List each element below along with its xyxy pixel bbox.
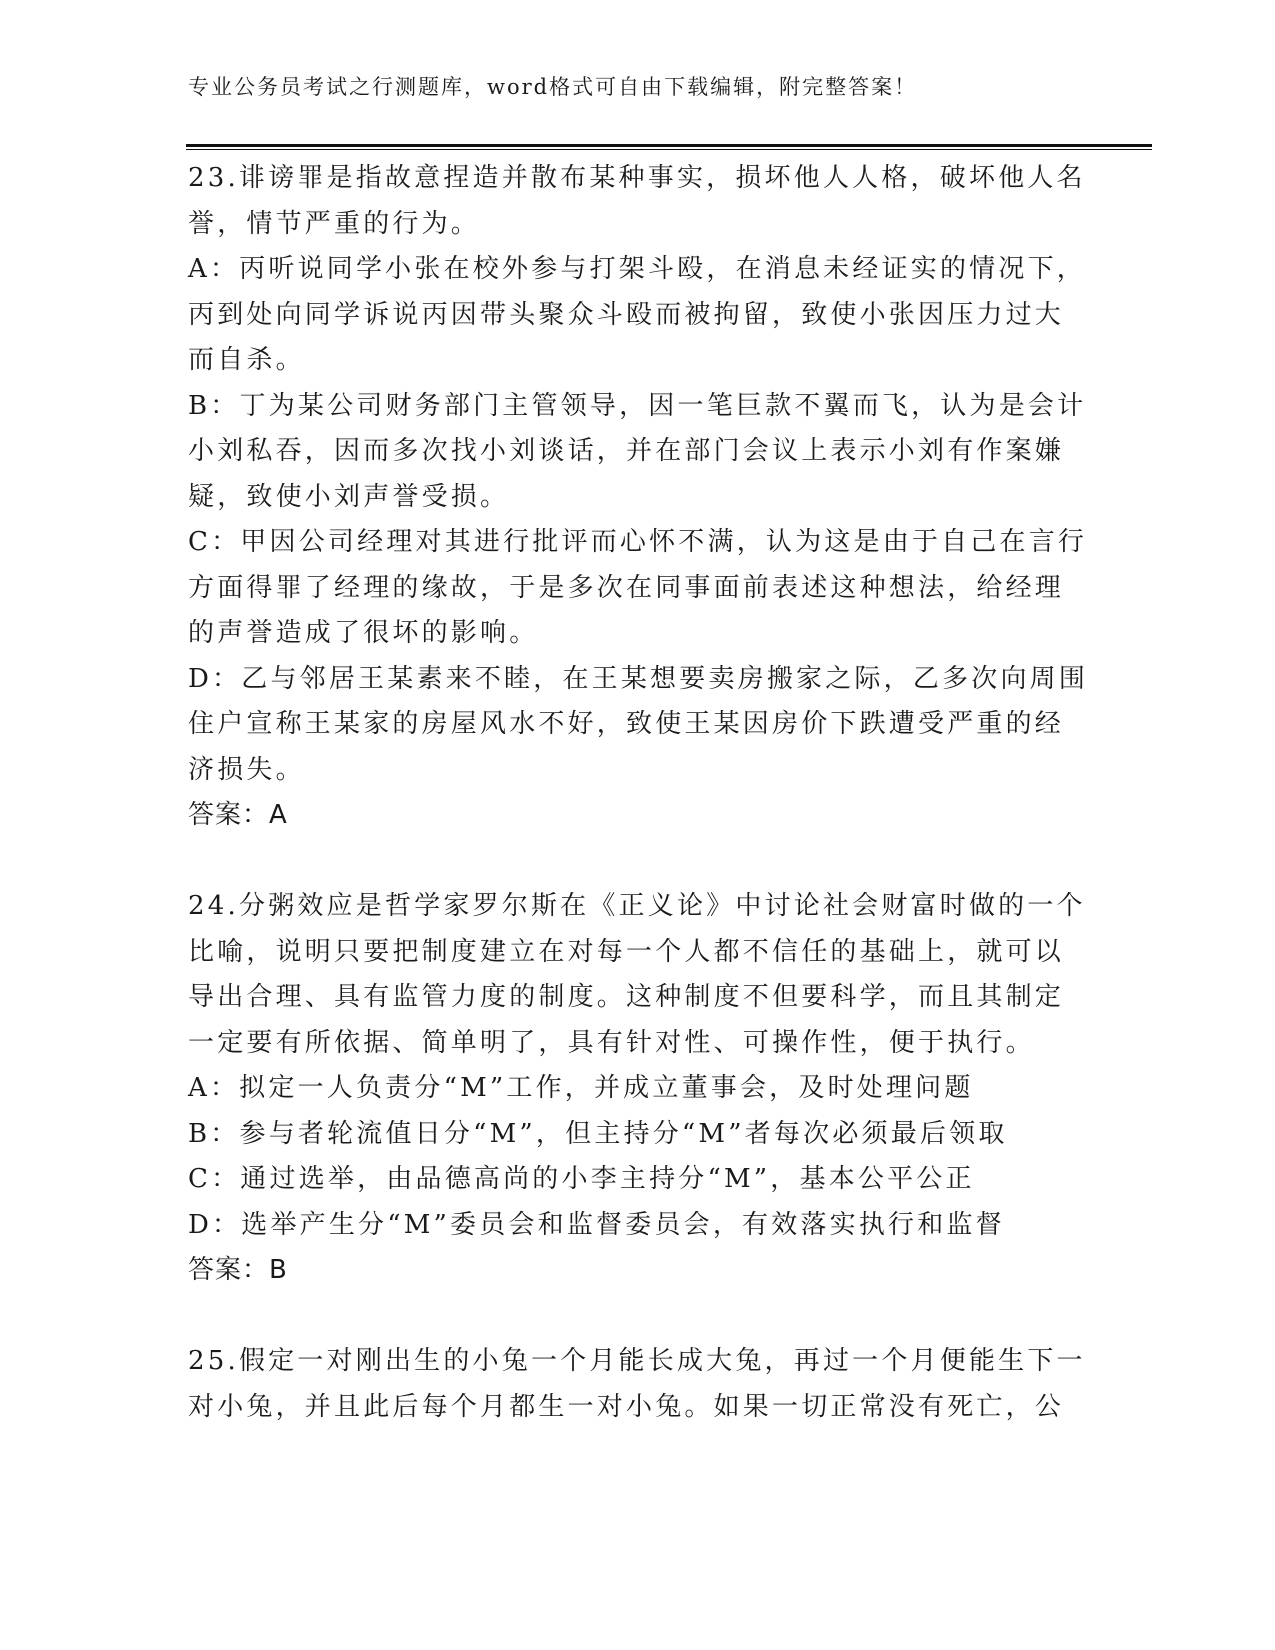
option-c-line: 的声誉造成了很坏的影响。	[188, 618, 539, 648]
question-stem-line: 一定要有所依据、简单明了，具有针对性、可操作性，便于执行。	[188, 1027, 1035, 1058]
answer-label: 答案：B	[188, 1255, 288, 1285]
question-stem-line: 导出合理、具有监管力度的制度。这种制度不但要科学，而且其制定	[188, 982, 1065, 1012]
option-b-line: B：丁为某公司财务部门主管领导，因一笔巨款不翼而飞，认为是会计	[188, 390, 1087, 421]
option-a-line: 而自杀。	[188, 345, 305, 375]
option-c-line: C：甲因公司经理对其进行批评而心怀不满，认为这是由于自己在言行	[188, 527, 1088, 557]
option-a-line: A：丙听说同学小张在校外参与打架斗殴，在消息未经证实的情况下，	[188, 254, 1086, 284]
option-d-line: D：乙与邻居王某素来不睦，在王某想要卖房搬家之际，乙多次向周围	[188, 663, 1089, 694]
option-d-line: 济损失。	[188, 754, 305, 785]
answer-label: 答案：A	[188, 800, 288, 830]
question-stem-line: 对小兔，并且此后每个月都生一对小兔。如果一切正常没有死亡，公	[188, 1391, 1065, 1422]
question-spacer	[188, 839, 1088, 885]
option-b-line: 小刘私吞，因而多次找小刘谈话，并在部门会议上表示小刘有作案嫌	[188, 436, 1065, 466]
option-a-line: 丙到处向同学诉说丙因带头聚众斗殴而被拘留，致使小张因压力过大	[188, 299, 1065, 330]
question-stem-line: 23.诽谤罪是指故意捏造并散布某种事实，损坏他人人格，破坏他人名	[188, 163, 1086, 193]
header-rule	[186, 144, 1152, 147]
option-b-line: B：参与者轮流值日分“M”，但主持分“M”者每次必须最后领取	[188, 1118, 1008, 1149]
option-b-line: 疑，致使小刘声誉受损。	[188, 481, 510, 512]
question-stem-line: 24.分粥效应是哲学家罗尔斯在《正义论》中讨论社会财富时做的一个	[188, 891, 1086, 921]
question-list	[188, 156, 1088, 1430]
option-c-line: 方面得罪了经理的缘故，于是多次在同事面前表述这种想法，给经理	[188, 572, 1065, 603]
option-d-line: 住户宣称王某家的房屋风水不好，致使王某因房价下跌遭受严重的经	[188, 709, 1065, 739]
question-25	[188, 1339, 1088, 1430]
question-spacer	[188, 1294, 1088, 1340]
option-c-line: C：通过选举，由品德高尚的小李主持分“M”，基本公平公正	[188, 1164, 975, 1194]
question-stem-line: 比喻，说明只要把制度建立在对每一个人都不信任的基础上，就可以	[188, 936, 1065, 967]
question-24	[188, 884, 1088, 1294]
option-d-line: D：选举产生分“M”委员会和监督委员会，有效落实执行和监督	[188, 1209, 1005, 1240]
question-stem-line: 25.假定一对刚出生的小兔一个月能长成大兔，再过一个月便能生下一	[188, 1346, 1086, 1376]
question-stem-line: 誉，情节严重的行为。	[188, 208, 481, 239]
question-23	[188, 156, 1088, 839]
header-rule-thin	[186, 149, 1152, 150]
page-header: 专业公务员考试之行测题库，word格式可自由下载编辑，附完整答案！	[188, 75, 918, 99]
option-a-line: A：拟定一人负责分“M”工作，并成立董事会，及时处理问题	[188, 1073, 974, 1103]
